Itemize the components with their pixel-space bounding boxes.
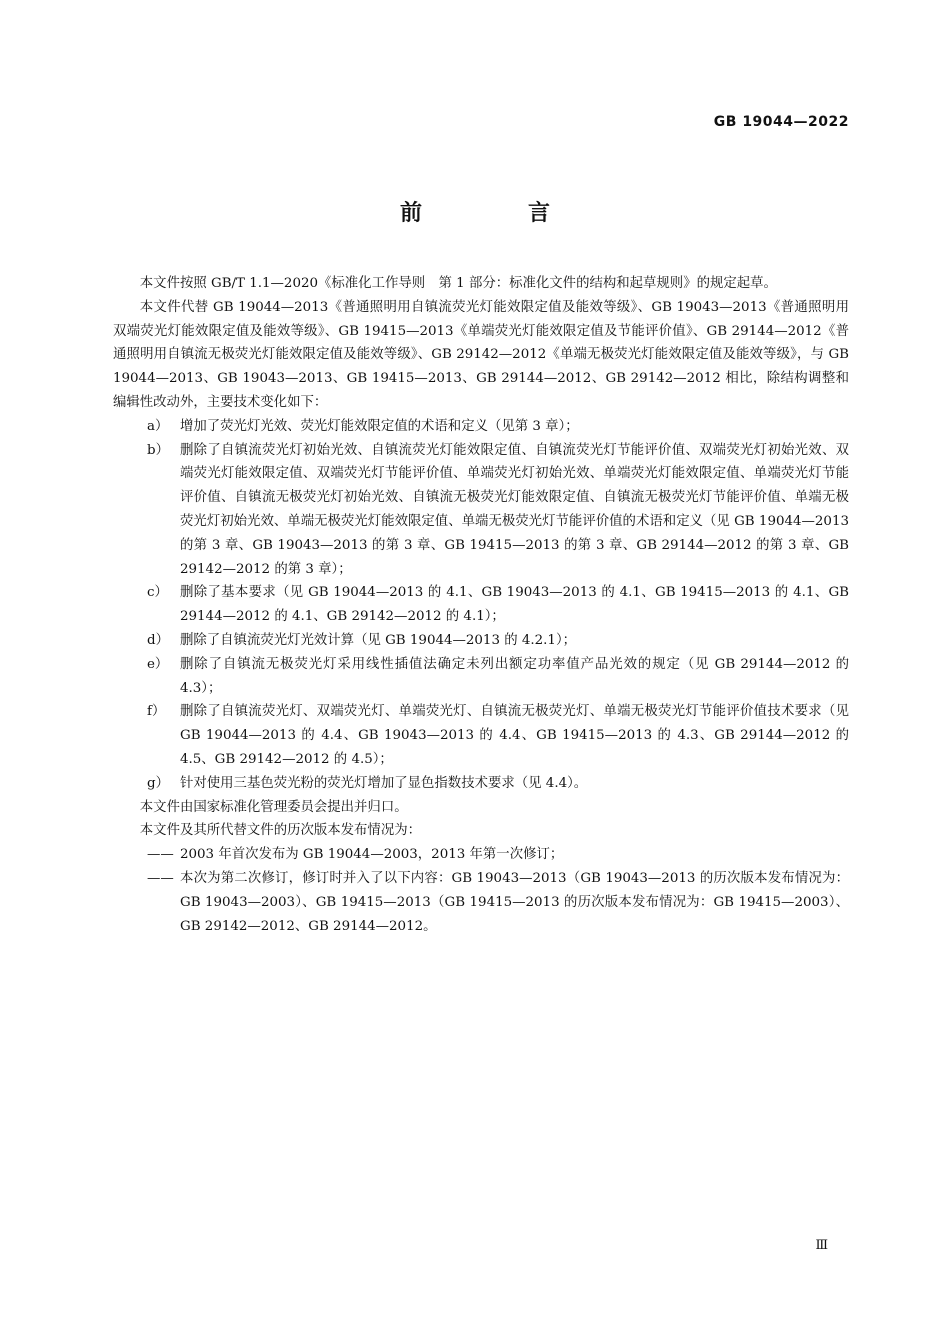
history-item (113, 867, 849, 938)
list-item (113, 439, 849, 582)
list-item-text: 删除了基本要求（见 GB 19044—2013 的 4.1、GB 19043—2013 的 4.1、GB 19415—2013 的 4.1、GB 29144—2012 的 4.1、GB 29142—2012 的 4.1）； (180, 585, 849, 625)
list-item (113, 700, 849, 771)
paragraph-replacement: 本文件代替 GB 19044—2013《普通照明用自镇流荧光灯能效限定值及能效等级》、GB 19043—2013《普通照明用双端荧光灯能效限定值及能效等级》、GB 19415—2013《单端荧光灯能效限定值及节能评价值》、GB 29144—2012《普通照明用自镇流无极荧光灯能效限定值及能效等级》、GB 29142—2012《单端无极荧光灯能效限定值及能效等级》，与 GB 19044—2013、GB 19043—2013、GB 19415—2013、GB 29144—2012、GB 29142—2012 相比，除结构调整和编辑性改动外，主要技术变化如下： (113, 299, 849, 410)
history-item-text: 2003 年首次发布为 GB 19044—2003，2013 年第一次修订； (180, 847, 564, 863)
page-title: 前 言 (399, 201, 592, 226)
list-item-text: 删除了自镇流荧光灯初始光效、自镇流荧光灯能效限定值、自镇流荧光灯节能评价值、双端荧光灯初始光效、双端荧光灯能效限定值、双端荧光灯节能评价值、单端荧光灯初始光效、单端荧光灯能效限定值、单端荧光灯节能评价值、自镇流无极荧光灯初始光效、自镇流无极荧光灯能效限定值、自镇流无极荧光灯节能评价值、单端无极荧光灯初始光效、单端无极荧光灯能效限定值、单端无极荧光灯节能评价值的术语和定义（见 GB 19044—2013 的第 3 章、GB 19043—2013 的第 3 章、GB 19415—2013 的第 3 章、GB 29144—2012 的第 3 章、GB 29142—2012 的第 3 章）； (180, 442, 849, 577)
dash-marker: —— (147, 870, 174, 886)
list-marker: g） (147, 775, 169, 791)
list-marker: b） (147, 442, 169, 458)
foreword-body (113, 272, 849, 938)
list-item (113, 629, 849, 653)
list-item-text: 针对使用三基色荧光粉的荧光灯增加了显色指数技术要求（见 4.4）。 (180, 775, 588, 791)
history-item-text: 本次为第二次修订，修订时并入了以下内容：GB 19043—2013（GB 19043—2013 的历次版本发布情况为：GB 19043—2003）、GB 19415—2013（GB 19415—2013 的历次版本发布情况为：GB 19415—2003）、GB 29142—2012、GB 29144—2012。 (180, 870, 849, 934)
list-marker: e） (147, 656, 169, 672)
list-item-text: 删除了自镇流无极荧光灯采用线性插值法确定未列出额定功率值产品光效的规定（见 GB 29144—2012 的 4.3）； (180, 656, 849, 696)
standard-code: GB 19044—2022 (713, 114, 849, 130)
list-item (113, 772, 849, 796)
history-list (113, 843, 849, 938)
list-marker: d） (147, 632, 169, 648)
list-marker: a） (147, 418, 169, 434)
paragraph-drafting-rules: 本文件按照 GB/T 1.1—2020《标准化工作导则 第 1 部分：标准化文件的结构和起草规则》的规定起草。 (139, 276, 777, 291)
page-number: Ⅲ (815, 1238, 828, 1253)
list-item (113, 581, 849, 629)
list-item-text: 删除了自镇流荧光灯、双端荧光灯、单端荧光灯、自镇流无极荧光灯、单端无极荧光灯节能评价值技术要求（见 GB 19044—2013 的 4.4、GB 19043—2013 的 4.4、GB 19415—2013 的 4.3、GB 29144—2012 的 4.5、GB 29142—2012 的 4.5）； (180, 704, 849, 767)
dash-marker: —— (147, 847, 174, 863)
history-item (113, 843, 849, 867)
paragraph-proposer: 本文件由国家标准化管理委员会提出并归口。 (139, 799, 408, 815)
list-item (113, 653, 849, 701)
list-item (113, 415, 849, 439)
paragraph-history-intro: 本文件及其所代替文件的历次版本发布情况为： (139, 823, 421, 839)
changes-list (113, 415, 849, 796)
list-item-text: 增加了荧光灯光效、荧光灯能效限定值的术语和定义（见第 3 章）； (180, 418, 579, 434)
list-marker: c） (147, 585, 168, 601)
list-item-text: 删除了自镇流荧光灯光效计算（见 GB 19044—2013 的 4.2.1）； (180, 632, 577, 648)
list-marker: f） (147, 704, 166, 720)
